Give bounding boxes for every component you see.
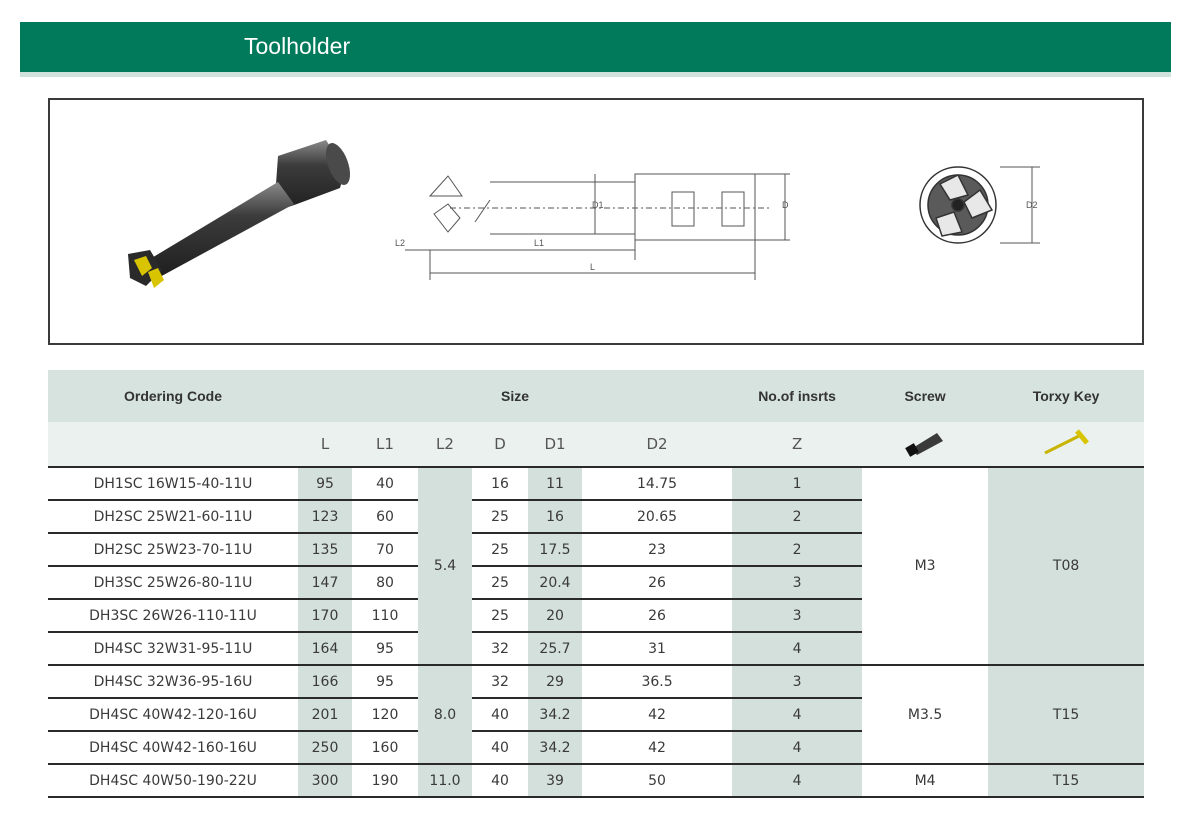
ordering-code: DH1SC 16W15-40-11U xyxy=(48,467,298,500)
cell-l: 170 xyxy=(298,599,352,632)
title-bar xyxy=(20,22,1171,72)
torx-key-icon xyxy=(988,422,1144,467)
cell-d: 16 xyxy=(472,467,528,500)
ordering-code: DH2SC 25W23-70-11U xyxy=(48,533,298,566)
cell-d: 32 xyxy=(472,632,528,665)
cell-d2: 20.65 xyxy=(582,500,732,533)
cell-l: 95 xyxy=(298,467,352,500)
cell-screw: M4 xyxy=(862,764,988,797)
cell-z: 2 xyxy=(732,533,862,566)
title-underline xyxy=(20,72,1171,77)
cell-z: 3 xyxy=(732,566,862,599)
cell-d1: 20 xyxy=(528,599,582,632)
cell-z: 4 xyxy=(732,632,862,665)
cell-d2: 26 xyxy=(582,599,732,632)
cell-d: 25 xyxy=(472,533,528,566)
toolholder-photo xyxy=(128,140,355,288)
cell-d2: 31 xyxy=(582,632,732,665)
cell-d: 32 xyxy=(472,665,528,698)
cell-d1: 20.4 xyxy=(528,566,582,599)
cell-z: 4 xyxy=(732,764,862,797)
cell-d1: 17.5 xyxy=(528,533,582,566)
cell-l: 147 xyxy=(298,566,352,599)
cell-d1: 34.2 xyxy=(528,698,582,731)
table-row xyxy=(48,467,1144,500)
subheader-l1: L1 xyxy=(352,422,418,467)
subheader-l: L xyxy=(298,422,352,467)
cell-d2: 26 xyxy=(582,566,732,599)
cell-z: 4 xyxy=(732,698,862,731)
dim-label-l: L xyxy=(590,262,596,272)
cell-l1: 110 xyxy=(352,599,418,632)
cell-d2: 14.75 xyxy=(582,467,732,500)
cell-l: 135 xyxy=(298,533,352,566)
cell-d1: 25.7 xyxy=(528,632,582,665)
cell-d: 25 xyxy=(472,566,528,599)
cell-d1: 34.2 xyxy=(528,731,582,764)
side-view-drawing xyxy=(405,174,790,280)
cell-l1: 60 xyxy=(352,500,418,533)
cell-l: 123 xyxy=(298,500,352,533)
ordering-code: DH3SC 25W26-80-11U xyxy=(48,566,298,599)
cell-l1: 70 xyxy=(352,533,418,566)
header-screw: Screw xyxy=(862,370,988,422)
cell-l1: 120 xyxy=(352,698,418,731)
cell-l2: 5.4 xyxy=(418,467,472,665)
cell-l1: 95 xyxy=(352,665,418,698)
dim-label-d2: D2 xyxy=(1026,200,1038,210)
dim-label-d: D xyxy=(782,200,789,210)
header-torx-key: Torxy Key xyxy=(988,370,1144,422)
cell-l: 300 xyxy=(298,764,352,797)
product-figure xyxy=(48,98,1144,345)
cell-z: 1 xyxy=(732,467,862,500)
spec-table xyxy=(48,370,1144,798)
cell-l2: 8.0 xyxy=(418,665,472,764)
cell-l: 250 xyxy=(298,731,352,764)
subheader-blank xyxy=(48,422,298,467)
cell-torx-key: T15 xyxy=(988,764,1144,797)
cell-l1: 80 xyxy=(352,566,418,599)
subheader-d1: D1 xyxy=(528,422,582,467)
cell-d1: 11 xyxy=(528,467,582,500)
header-no-inserts: No.of insrts xyxy=(732,370,862,422)
subheader-l2: L2 xyxy=(418,422,472,467)
cell-screw: M3 xyxy=(862,467,988,665)
header-ordering-code: Ordering Code xyxy=(48,370,298,422)
cell-d1: 39 xyxy=(528,764,582,797)
cell-z: 3 xyxy=(732,665,862,698)
cell-screw: M3.5 xyxy=(862,665,988,764)
cell-l1: 40 xyxy=(352,467,418,500)
cell-d2: 50 xyxy=(582,764,732,797)
cell-l: 166 xyxy=(298,665,352,698)
cell-d1: 16 xyxy=(528,500,582,533)
ordering-code: DH4SC 32W31-95-11U xyxy=(48,632,298,665)
dim-label-l1: L1 xyxy=(534,238,545,248)
ordering-code: DH3SC 26W26-110-11U xyxy=(48,599,298,632)
cell-l1: 190 xyxy=(352,764,418,797)
page-title: Toolholder xyxy=(244,33,351,59)
dim-label-d1: D1 xyxy=(592,200,604,210)
ordering-code: DH4SC 32W36-95-16U xyxy=(48,665,298,698)
cell-z: 3 xyxy=(732,599,862,632)
cell-d: 25 xyxy=(472,500,528,533)
cell-d: 40 xyxy=(472,698,528,731)
cell-torx-key: T08 xyxy=(988,467,1144,665)
end-view-drawing xyxy=(920,167,1040,243)
cell-d: 40 xyxy=(472,764,528,797)
ordering-code: DH4SC 40W50-190-22U xyxy=(48,764,298,797)
subheader-z: Z xyxy=(732,422,862,467)
screw-icon xyxy=(862,422,988,467)
cell-l2: 11.0 xyxy=(418,764,472,797)
cell-d: 40 xyxy=(472,731,528,764)
dim-label-l2: L2 xyxy=(395,238,406,248)
cell-torx-key: T15 xyxy=(988,665,1144,764)
cell-d2: 36.5 xyxy=(582,665,732,698)
cell-d2: 42 xyxy=(582,731,732,764)
ordering-code: DH2SC 25W21-60-11U xyxy=(48,500,298,533)
cell-l: 164 xyxy=(298,632,352,665)
ordering-code: DH4SC 40W42-120-16U xyxy=(48,698,298,731)
subheader-d2: D2 xyxy=(582,422,732,467)
cell-z: 2 xyxy=(732,500,862,533)
cell-d1: 29 xyxy=(528,665,582,698)
cell-z: 4 xyxy=(732,731,862,764)
cell-d2: 23 xyxy=(582,533,732,566)
cell-l1: 160 xyxy=(352,731,418,764)
header-size: Size xyxy=(298,370,732,422)
cell-d2: 42 xyxy=(582,698,732,731)
table-row xyxy=(48,665,1144,698)
ordering-code: DH4SC 40W42-160-16U xyxy=(48,731,298,764)
cell-d: 25 xyxy=(472,599,528,632)
table-row xyxy=(48,764,1144,797)
cell-l: 201 xyxy=(298,698,352,731)
cell-l1: 95 xyxy=(352,632,418,665)
subheader-d: D xyxy=(472,422,528,467)
figure-drawings xyxy=(50,100,1142,343)
